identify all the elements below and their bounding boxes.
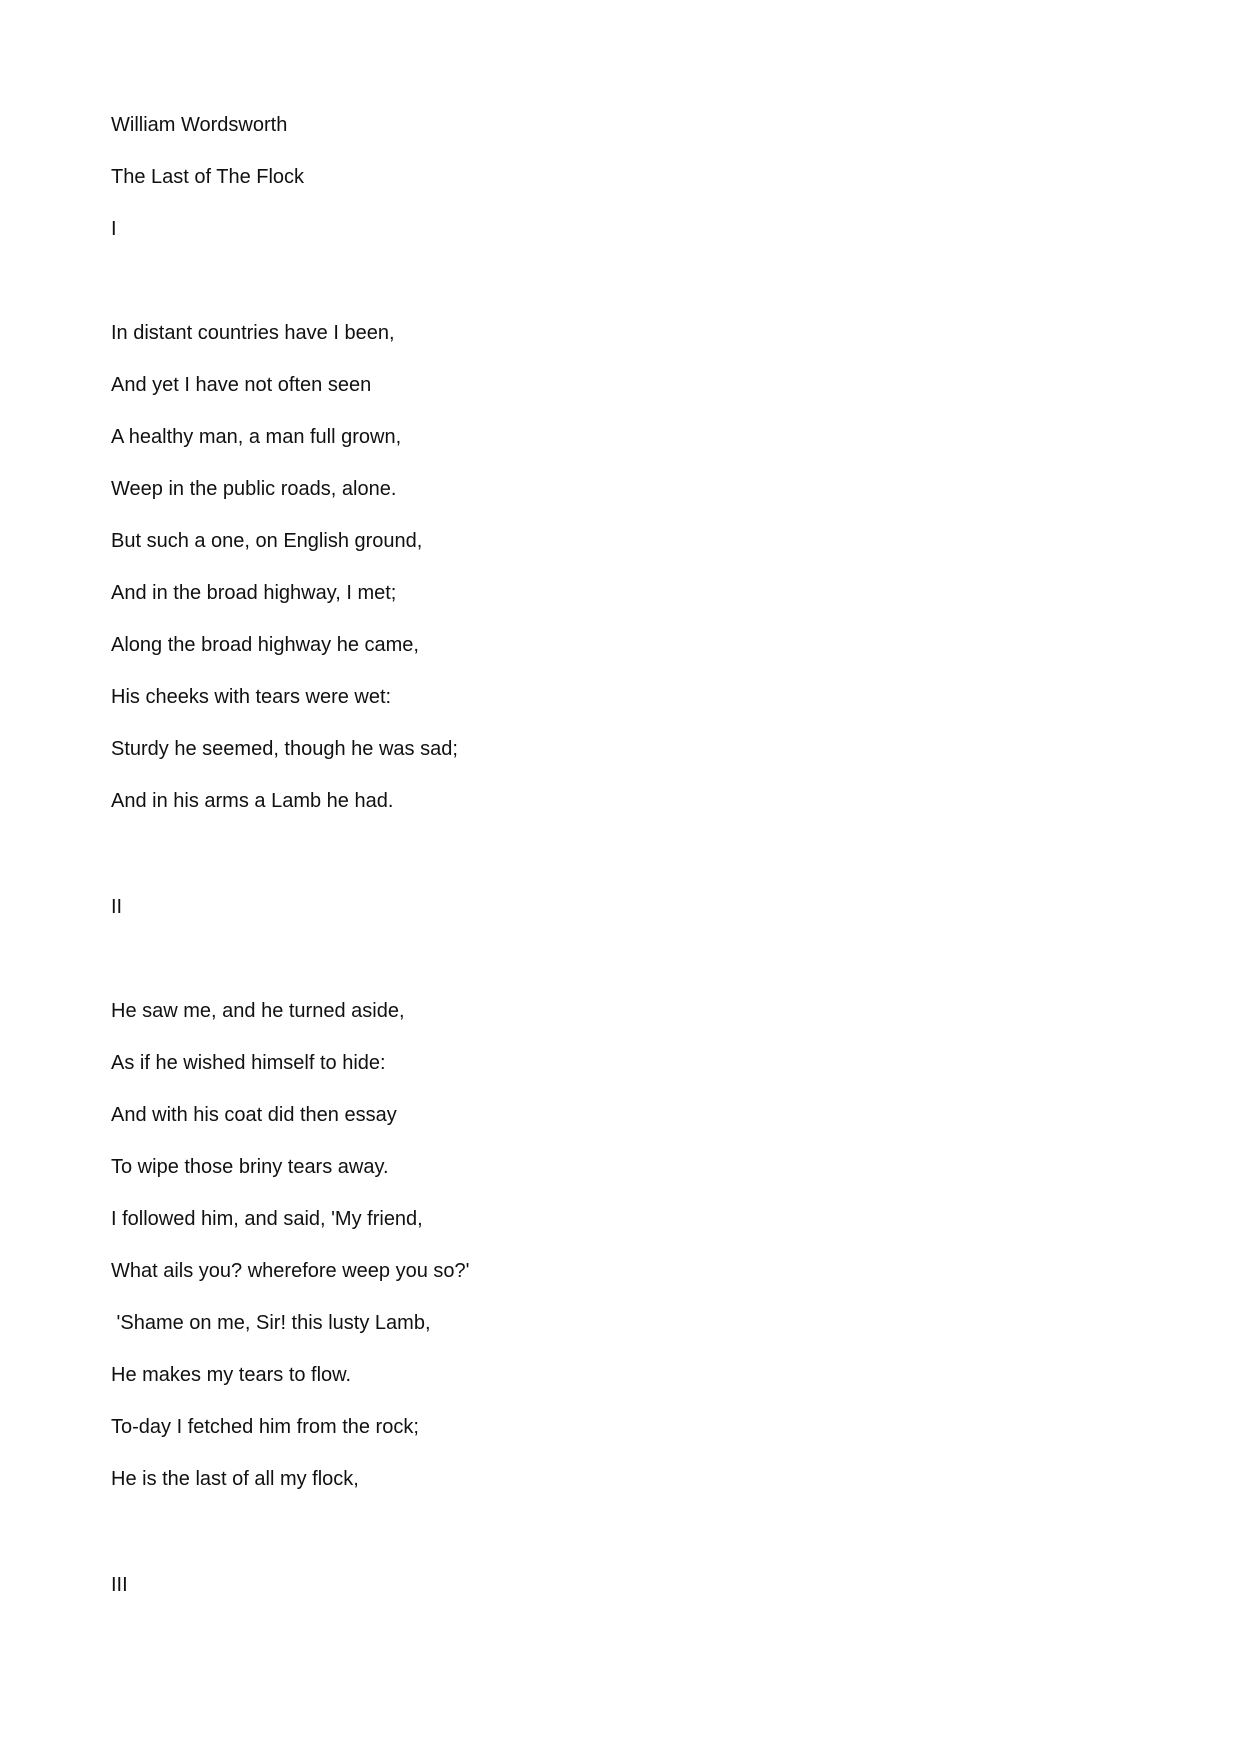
poem-line: I followed him, and said, 'My friend, (111, 1208, 423, 1230)
poem-line: 'Shame on me, Sir! this lusty Lamb, (111, 1312, 431, 1334)
stanza-numeral: II (111, 896, 123, 918)
poem-line: Along the broad highway he came, (111, 634, 419, 656)
poem-line: Sturdy he seemed, though he was sad; (111, 738, 458, 760)
poem-line: And yet I have not often seen (111, 374, 372, 396)
stanza-numeral: III (111, 1574, 128, 1596)
poem-line: What ails you? wherefore weep you so?' (111, 1260, 470, 1282)
poem-line: As if he wished himself to hide: (111, 1052, 386, 1074)
poem-line: And in the broad highway, I met; (111, 582, 397, 604)
stanza-numeral: I (111, 218, 117, 240)
poem-line: He is the last of all my flock, (111, 1468, 359, 1490)
author-name: William Wordsworth (111, 114, 288, 136)
poem-line: In distant countries have I been, (111, 322, 395, 344)
poem-title: The Last of The Flock (111, 166, 305, 188)
poem-line: And with his coat did then essay (111, 1104, 397, 1126)
poem-line: A healthy man, a man full grown, (111, 426, 402, 448)
poem-line: He makes my tears to flow. (111, 1364, 352, 1386)
poem-line: He saw me, and he turned aside, (111, 1000, 405, 1022)
poem-line: And in his arms a Lamb he had. (111, 790, 394, 812)
poem-line: But such a one, on English ground, (111, 530, 423, 552)
poem-line: To-day I fetched him from the rock; (111, 1416, 419, 1438)
poem-line: To wipe those briny tears away. (111, 1156, 389, 1178)
poem-line: Weep in the public roads, alone. (111, 478, 397, 500)
poem-line: His cheeks with tears were wet: (111, 686, 392, 708)
